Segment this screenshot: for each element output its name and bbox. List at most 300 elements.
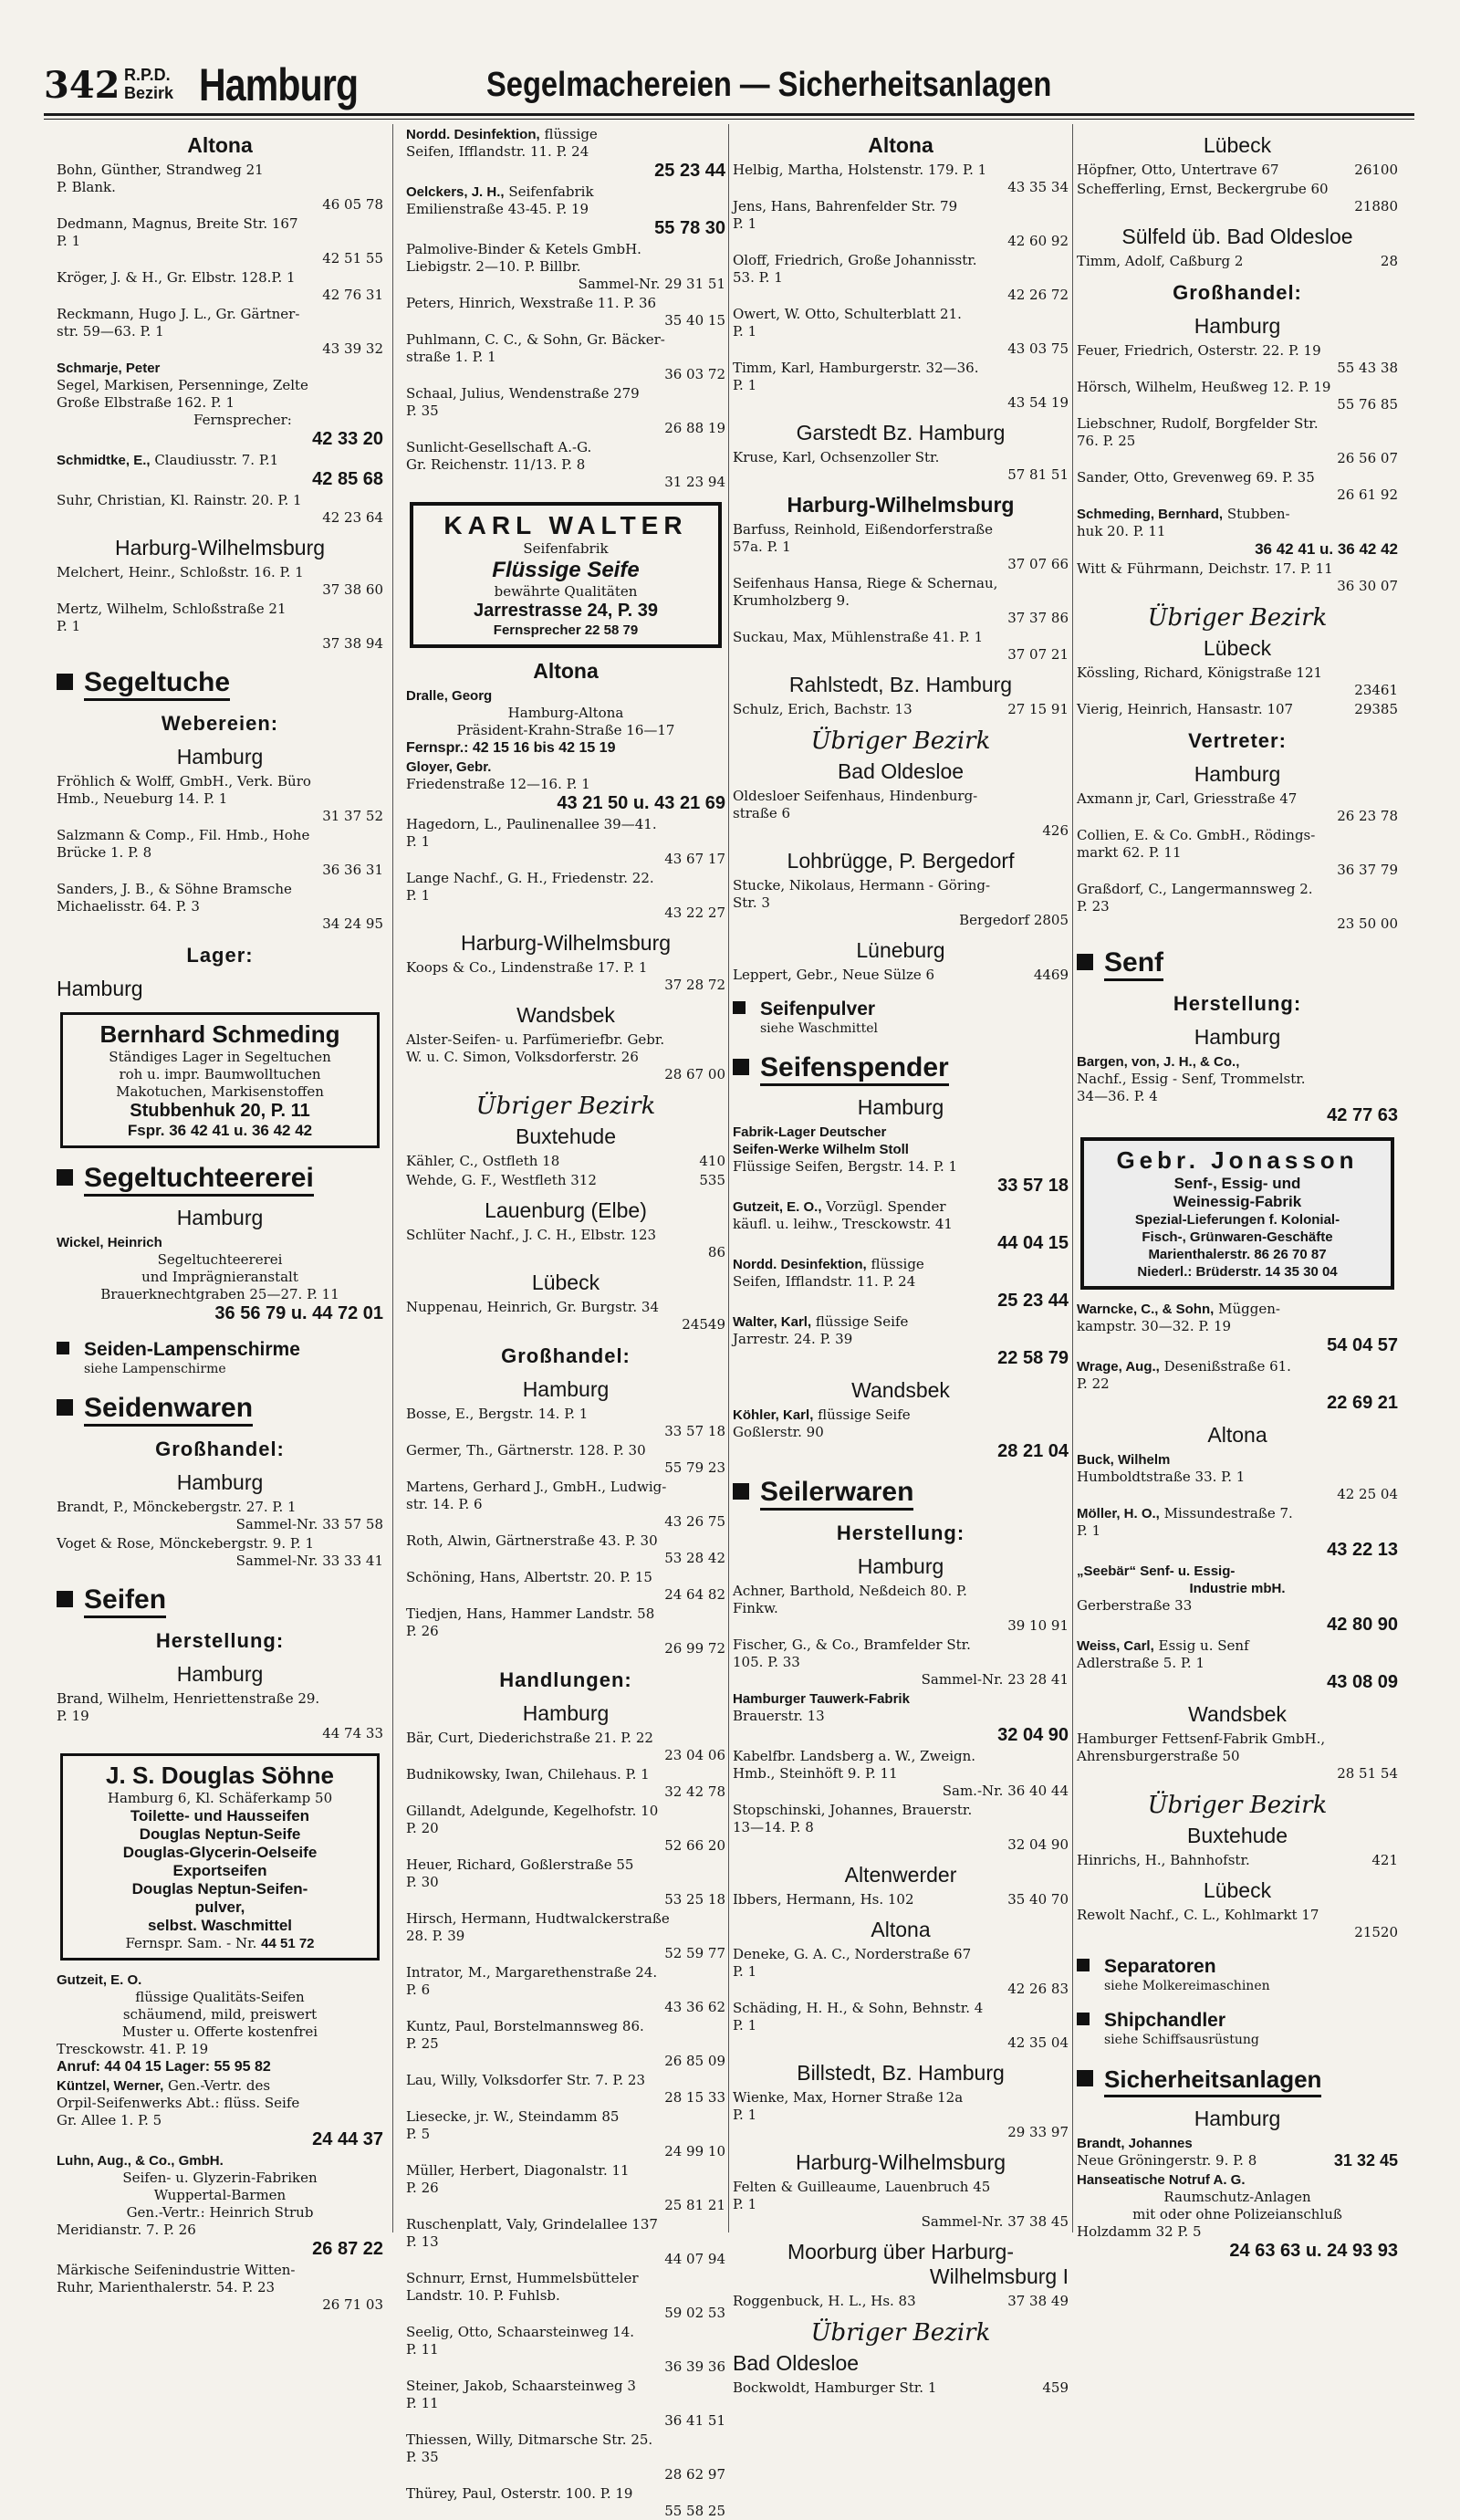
listing-entry [1077,379,1398,413]
listing-entry [733,2179,1069,2231]
advert-line: Weinessig-Fabrik [1173,1193,1302,1210]
listing-entry [406,2216,725,2268]
listing-entry [1077,2171,1398,2262]
entry-name: Heuer, Richard, Goßlerstraße 55 [406,1856,634,1873]
advert-line: Fisch-, Grünwaren-Geschäfte [1142,1229,1333,1245]
entry-name: Oelckers, J. H., [406,184,505,200]
entry-line: mit oder ohne Polizeianschluß [1132,2206,1342,2222]
listing-entry [733,162,1069,196]
category-heading [57,1393,383,1427]
listing-entry [406,1442,725,1477]
location-heading: Hamburg [176,1470,264,1494]
listing-entry [1077,2135,1398,2170]
entry-phone: 26 85 09 [664,2053,725,2069]
entry-name: Axmann jr, Carl, Griesstraße 47 [1077,790,1298,807]
entry-line: Orpil-Seifenwerks Abt.: flüss. Seife [57,2095,300,2111]
entry-line: Hamburg-Altona [507,705,624,721]
entry-name: Oloff, Friedrich, Große Johannisstr. [733,252,977,268]
entry-phone: 21520 [1354,1924,1398,1940]
entry-name: Martens, Gerhard J., GmbH., Ludwig- [406,1479,667,1495]
entry-name: Kruse, Karl, Ochsenzoller Str. [733,449,940,465]
listing-entry [57,1535,383,1570]
listing-entry [406,2431,725,2483]
entry-name: Schnurr, Ernst, Hummelsbütteler [406,2270,639,2286]
entry-line: P. 1 [733,2017,757,2034]
entry-phone: 29 33 97 [1007,2124,1069,2140]
entry-name: Kabelfbr. Landsberg a. W., Zweign. [733,1748,976,1764]
entry-line: Hmb., Steinhöft 9. P. 11 [733,1765,898,1782]
entry-phone: 32 04 90 [997,1725,1069,1745]
entry-line: P. 1 [1077,1522,1101,1539]
listing-entry [406,870,725,922]
entry-line: huk 20. P. 11 [1077,523,1166,539]
category-bullet [733,1483,749,1500]
listing-entry [406,2162,725,2214]
entry-phone: 33 57 18 [664,1423,725,1439]
entry-phone: 43 67 17 [664,851,725,867]
advert-box-douglas [60,1753,380,1961]
entry-name: Müller, Herbert, Diagonalstr. 11 [406,2162,630,2179]
entry-line: Vorzügl. Spender [826,1198,946,1215]
entry-phone: 43 54 19 [1007,394,1069,411]
listing-entry [406,1172,725,1189]
category-title: Seidenwaren [84,1393,253,1427]
category-title: Senf [1104,947,1163,981]
entry-name: Köhler, Karl, [733,1407,814,1423]
entry-phone: 42 25 04 [1337,1486,1398,1502]
entry-phone: 26 87 22 [312,2239,383,2259]
advert-box-karl-walter [410,502,722,648]
entry-phone: 36 42 41 u. 36 42 42 [1255,540,1398,558]
listing-entry [57,2077,383,2150]
entry-line: Müggen- [1218,1301,1280,1317]
entry-name: Hirsch, Hermann, Hudtwalckerstraße [406,1910,670,1927]
listing-entry [406,2378,725,2430]
region-heading: Übriger Bezirk [810,2319,991,2347]
entry-line: Seifenfabrik [508,183,594,200]
entry-phone: 23 50 00 [1337,915,1398,932]
listing-entry [57,162,383,214]
advert-phone: 44 51 72 [261,1936,315,1951]
listing-entry [406,331,725,383]
rpd-label: R.P.D. [124,66,171,84]
entry-phone: 54 04 57 [1327,1335,1398,1355]
listing-entry [1077,1907,1398,1941]
entry-line: Seifen-Werke Wilhelm Stoll [733,1142,909,1157]
advert-line: Spezial-Lieferungen f. Kolonial- [1134,1212,1340,1228]
entry-name: Jens, Hans, Bahrenfelder Str. 79 [733,198,958,214]
entry-phone: 46 05 78 [322,196,383,213]
entry-line: Nachf., Essig - Senf, Trommelstr. [1077,1071,1306,1087]
location-heading: Moorburg über Harburg- [787,2240,1014,2264]
entry-name: Wienke, Max, Horner Straße 12a [733,2089,964,2106]
entry-name: Kössling, Richard, Königstraße 121 [1077,664,1323,681]
listing-entry [1077,1637,1398,1693]
advert-line: Douglas Neptun-Seifen- [131,1880,308,1898]
listing-entry [406,2072,725,2107]
category-reference: siehe Lampenschirme [84,1362,226,1376]
entry-phone: 27 15 91 [1007,701,1069,717]
category-bullet [57,1169,73,1186]
advert-title: Bernhard Schmeding [99,1020,340,1048]
listing-entry [406,241,725,293]
entry-line: P. 6 [406,1981,431,1998]
entry-name: Wehde, G. F., Westfleth 312 [406,1172,597,1188]
advert-line: selbst. Waschmittel [147,1917,293,1934]
entry-line: kampstr. 30—32. P. 19 [1077,1318,1232,1334]
location-heading: Billstedt, Bz. Hamburg [797,2061,1005,2085]
entry-line: Holzdamm 32 P. 5 [1077,2223,1202,2240]
entry-name: Timm, Adolf, Caßburg 2 [1077,253,1244,269]
entry-phone: 31 23 94 [664,474,725,490]
entry-name: Suhr, Christian, Kl. Rainstr. 20. P. 1 [57,492,302,508]
listing-entry [733,967,1069,984]
location-heading: Bad Oldesloe [733,2351,860,2375]
entry-line: Emilienstraße 43-45. P. 19 [406,201,589,217]
entry-name: Stucke, Nikolaus, Hermann - Göring- [733,877,991,894]
entry-name: Seelig, Otto, Schaarsteinweg 14. [406,2324,635,2340]
listing-entry [733,252,1069,304]
subsection-heading: Herstellung: [1173,992,1302,1015]
column-divider [392,124,393,2232]
location-heading: Hamburg [522,1701,610,1725]
entry-line: Missundestraße 7. [1163,1505,1293,1521]
entry-phone: 36 56 79 u. 44 72 01 [214,1303,383,1323]
entry-phone: 35 40 70 [1007,1891,1069,1908]
entry-line: P. 30 [406,1874,439,1890]
entry-line: Seifen- u. Glyzerin-Fabriken [122,2170,318,2186]
entry-line: Brauerstr. 13 [733,1708,825,1724]
category-title: Seilerwaren [760,1477,913,1511]
entry-name: Gutzeit, E. O. [57,1972,142,1988]
entry-phone: Sam.-Nr. 36 40 44 [942,1783,1069,1799]
listing-entry [733,2379,1069,2397]
bezirk-label: Bezirk [124,84,174,102]
region-heading: Übriger Bezirk [1147,604,1328,632]
listing-entry [406,758,725,814]
entry-line: Flüssige Seifen, Bergstr. 14. P. 1 [733,1158,958,1175]
entry-name: Koops & Co., Lindenstraße 17. P. 1 [406,959,648,976]
entry-phone: 37 07 66 [1007,556,1069,572]
listing-entry [406,2108,725,2160]
entry-name: Puhlmann, C. C., & Sohn, Gr. Bäcker- [406,331,665,348]
listing-entry [57,564,383,599]
entry-line: markt 62. P. 11 [1077,844,1182,861]
entry-name: Hanseatische Notruf A. G. [1077,2172,1246,2188]
entry-line: Raumschutz-Anlagen [1163,2189,1311,2205]
entry-phone: 35 40 15 [664,312,725,329]
entry-phone: 36 36 31 [322,862,383,878]
entry-line: Gr. Allee 1. P. 5 [57,2112,162,2128]
entry-phone: 32 04 90 [1007,1836,1069,1853]
entry-line: P. 1 [57,233,81,249]
listing-entry [1077,506,1398,559]
entry-phone: 55 58 25 [664,2503,725,2519]
entry-line: Friedenstraße 12—16. P. 1 [406,776,590,792]
listing-entry [733,1946,1069,1998]
category-reference: siehe Waschmittel [760,1021,879,1036]
entry-name: Alster-Seifen- u. Parfümeriefbr. Gebr. [406,1031,665,1048]
listing-entry [406,1406,725,1440]
entry-name: Kröger, J. & H., Gr. Elbstr. 128.P. 1 [57,269,296,286]
location-heading: Wandsbek [516,1003,615,1027]
entry-phone: 33 57 18 [997,1176,1069,1196]
advert-box-schmeding [60,1012,380,1148]
entry-line: Gen.-Vertr. des [168,2077,271,2094]
entry-line: P. 23 [1077,898,1110,915]
entry-line: P. 22 [1077,1375,1110,1392]
location-heading: Buxtehude [1187,1824,1288,1847]
entry-name: Ruschenplatt, Valy, Grindelallee 137 [406,2216,658,2232]
location-heading: Rahlstedt, Bz. Hamburg [788,673,1013,696]
listing-entry [733,449,1069,484]
entry-name: Nordd. Desinfektion, [733,1257,867,1272]
entry-phone: 37 38 49 [1007,2293,1069,2309]
entry-phone: 32 42 78 [664,1783,725,1800]
category-heading [57,1163,383,1197]
entry-phone: 37 38 60 [322,581,383,598]
entry-phone: 42 35 04 [1007,2034,1069,2051]
entry-name: Brand, Wilhelm, Henriettenstraße 29. [57,1690,320,1707]
entry-phone: 24 64 82 [664,1586,725,1603]
entry-name: Hamburger Tauwerk-Fabrik [733,1691,910,1707]
listing-entry [733,575,1069,627]
listing-entry [406,1153,725,1170]
entry-name: Luhn, Aug., & Co., GmbH. [57,2153,224,2169]
listing-entry [406,295,725,329]
entry-name: Lange Nachf., G. H., Friedenstr. 22. [406,870,654,886]
entry-line: Industrie mbH. [1189,1581,1286,1596]
entry-name: Nordd. Desinfektion, [406,127,540,142]
entry-name: Möller, H. O., [1077,1506,1160,1521]
entry-name: Hinrichs, H., Bahnhofstr. [1077,1852,1250,1868]
entry-line: 53. P. 1 [733,269,783,286]
entry-name: Bohn, Günther, Strandweg 21 [57,162,264,178]
entry-line: flüssige [871,1256,924,1272]
entry-phone: 55 79 23 [664,1459,725,1476]
advert-title: KARL WALTER [443,511,688,539]
listing-entry [406,439,725,491]
entry-line: Jarrestr. 24. P. 39 [733,1331,853,1347]
listing-entry [406,183,725,239]
entry-phone: 25 81 21 [664,2197,725,2213]
entry-phone: 53 28 42 [664,1550,725,1566]
location-heading: Hamburg [176,1206,264,1229]
category-heading [733,1477,1069,1511]
category-bullet [733,1001,746,1014]
entry-name: Tiedjen, Hans, Hammer Landstr. 58 [406,1605,655,1622]
entry-name: Stopschinski, Johannes, Brauerstr. [733,1802,973,1818]
entry-name: Märkische Seifenindustrie Witten- [57,2262,296,2278]
entry-phone: Bergedorf 2805 [959,912,1069,928]
advert-line: Niederl.: Brüderstr. 14 35 30 04 [1137,1264,1338,1280]
listing-entry [733,1690,1069,1746]
entry-line: Fernspr.: 42 15 16 bis 42 15 19 [406,740,616,756]
entry-line: Neue Gröningerstr. 9. P. 8 [1077,2152,1257,2169]
listing-entry [733,306,1069,358]
entry-phone: 24 99 10 [664,2143,725,2159]
entry-name: Achner, Barthold, Neßdeich 80. P. [733,1583,967,1599]
entry-line: Muster u. Offerte kostenfrei [121,2023,318,2040]
advert-line: Douglas Neptun-Seife [139,1825,301,1843]
location-heading: Hamburg [1194,2107,1281,2130]
entry-phone: 36 41 51 [664,2412,725,2429]
location-heading: Lübeck [531,1270,600,1294]
advert-line: Fspr. 36 42 41 u. 36 42 42 [127,1122,313,1139]
listing-entry [406,1299,725,1333]
entry-name: Thiessen, Willy, Ditmarsche Str. 25. [406,2431,653,2448]
entry-line: Claudiusstr. 7. P.1 [154,452,279,468]
location-heading: Wandsbek [851,1378,950,1402]
listing-entry [57,492,383,527]
category-title: Segeltuche [84,667,230,701]
entry-name: Melchert, Heinr., Schloßstr. 16. P. 1 [57,564,304,580]
entry-line: Landstr. 10. P. Fuhlsb. [406,2287,560,2304]
entry-name: Peters, Hinrich, Wexstraße 11. P. 36 [406,295,657,311]
entry-name: Küntzel, Werner, [57,2078,164,2094]
entry-line: Adlerstraße 5. P. 1 [1077,1655,1204,1671]
entry-line: P. 1 [733,2196,757,2212]
listing-entry [57,2152,383,2260]
listing-entry [57,881,383,933]
entry-phone: 28 15 33 [664,2089,725,2106]
location-heading: Harburg-Wilhelmsburg [787,493,1015,517]
listing-entry [1077,469,1398,504]
advert-line: Jarrestrasse 24, P. 39 [473,601,659,621]
column-divider [1072,124,1073,2232]
location-heading: Sülfeld üb. Bad Oldesloe [1121,225,1353,248]
entry-phone: Sammel-Nr. 33 33 41 [235,1553,383,1569]
entry-phone: 24549 [682,1316,725,1333]
entry-phone: 28 51 54 [1337,1765,1398,1782]
entry-phone: 37 28 72 [664,977,725,993]
entry-name: Liebschner, Rudolf, Borgfelder Str. [1077,415,1319,432]
location-heading: Wilhelmsburg I [929,2264,1069,2288]
entry-name: Liesecke, jr. W., Steindamm 85 [406,2108,620,2125]
entry-phone: 22 69 21 [1327,1393,1398,1413]
listing-entry [733,1636,1069,1689]
entry-phone: 43 39 32 [322,340,383,357]
category-title: Seifenspender [760,1052,949,1086]
entry-phone: 43 35 34 [1007,179,1069,195]
entry-name: Gloyer, Gebr. [406,759,492,775]
advert-line: Ständiges Lager in Segeltuchen [109,1049,331,1065]
advert-line: bewährte Qualitäten [494,583,638,600]
listing-entry [406,1964,725,2016]
entry-phone: 43 26 75 [664,1513,725,1530]
location-heading: Lohbrügge, P. Bergedorf [787,849,1015,873]
listing-entry [1077,1505,1398,1561]
entry-phone: 36 37 79 [1337,862,1398,878]
advert-line: Makotuchen, Markisenstoffen [116,1083,324,1100]
entry-name: Wrage, Aug., [1077,1359,1160,1375]
entry-phone: 55 76 85 [1337,396,1398,413]
subsection-heading: Großhandel: [1173,281,1302,304]
entry-phone: 29385 [1354,701,1398,717]
entry-phone: 53 25 18 [664,1891,725,1908]
location-heading: Lüneburg [856,938,945,962]
entry-name: Witt & Führmann, Deichstr. 17. P. 11 [1077,560,1333,577]
listing-entry [57,1499,383,1533]
listing-entry [57,1234,383,1324]
category-heading [57,1339,383,1361]
entry-line: P. 26 [406,2180,439,2196]
listing-entry [406,1856,725,1908]
entry-phone: 52 66 20 [664,1837,725,1854]
advert-line: Marienthalerstr. 86 26 70 87 [1148,1247,1327,1262]
listing-entry [406,2018,725,2070]
location-heading: Altona [1207,1423,1267,1447]
entry-name: Suckau, Max, Mühlenstraße 41. P. 1 [733,629,984,645]
subsection-heading: Vertreter: [1188,729,1287,752]
location-heading: Hamburg [1194,314,1281,338]
entry-phone: 28 62 97 [664,2466,725,2483]
column-4 [1077,124,1398,2261]
entry-line: P. 19 [57,1708,89,1724]
entry-phone: 28 67 00 [664,1066,725,1082]
entry-line: P. 25 [406,2035,439,2052]
entry-line: Michaelisstr. 64. P. 3 [57,898,200,915]
entry-name: Sanders, J. B., & Söhne Bramsche [57,881,292,897]
entry-phone: 43 03 75 [1007,340,1069,357]
entry-line: P. 1 [733,377,757,393]
entry-name: Collien, E. & Co. GmbH., Rödings- [1077,827,1316,843]
location-heading: Hamburg [1194,1025,1281,1049]
header-rule-thin [44,119,1414,120]
entry-phone: 26100 [1354,162,1398,178]
listing-entry [1077,1358,1398,1414]
entry-line: Gen.-Vertr.: Heinrich Strub [126,2204,314,2221]
category-heading [733,1052,1069,1086]
entry-line: P. 5 [406,2126,431,2142]
advert-line: Flüssige Seife [492,558,640,582]
column-3 [733,124,1069,2396]
entry-name: Brandt, P., Mönckebergstr. 27. P. 1 [57,1499,297,1515]
entry-phone: 26 56 07 [1337,450,1398,466]
listing-entry [733,198,1069,250]
listing-entry [57,269,383,304]
header-rule [44,113,1414,116]
listing-entry [733,1406,1069,1462]
location-heading: Bad Oldesloe [837,759,965,783]
entry-phone: 42 33 20 [312,429,383,449]
category-heading [1077,2064,1398,2097]
subsection-heading: Herstellung: [836,1521,965,1544]
location-heading: Hamburg [176,745,264,769]
listing-entry [1077,162,1398,179]
category-title: Seifenpulver [760,999,876,1020]
entry-name: Roggenbuck, H. L., Hs. 83 [733,2293,916,2309]
location-heading: Wandsbek [1188,1702,1287,1726]
category-title: Shipchandler [1104,2010,1226,2031]
location-heading: Altenwerder [844,1863,957,1887]
entry-name: Schmeding, Bernhard, [1077,507,1224,522]
entry-name: Schäding, H. H., & Sohn, Behnstr. 4 [733,2000,984,2016]
listing-entry [406,1730,725,1764]
entry-line: Fernsprecher: [193,412,292,428]
entry-line: Krumholzberg 9. [733,592,850,609]
listing-entry [1077,1731,1398,1783]
entry-phone: 42 80 90 [1327,1615,1398,1635]
category-bullet [1077,2070,1093,2086]
entry-name: Bär, Curt, Diederichstraße 21. P. 22 [406,1730,653,1746]
entry-phone: 28 21 04 [997,1441,1069,1461]
category-heading [733,999,1069,1020]
listing-entry [1077,827,1398,879]
entry-line: P. 1 [406,887,431,904]
entry-line: P. 1 [733,1963,757,1980]
location-heading: Buxtehude [516,1124,616,1148]
